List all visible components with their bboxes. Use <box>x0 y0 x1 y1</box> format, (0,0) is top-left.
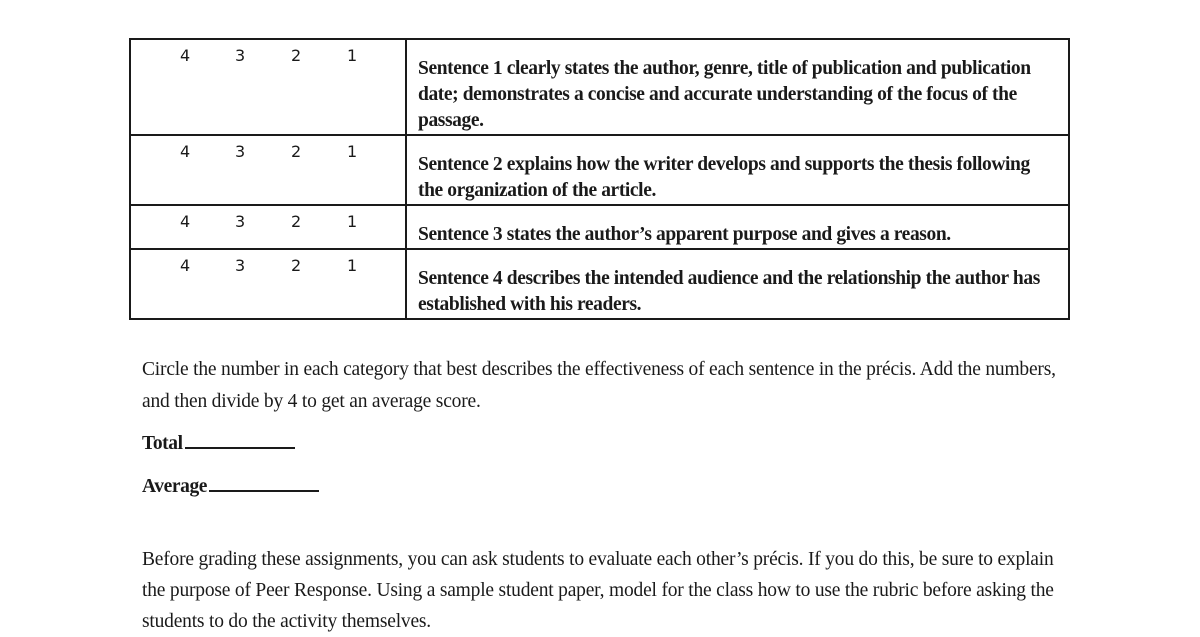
average-label: Average <box>142 476 208 497</box>
score-4: 4 <box>180 212 191 231</box>
score-2: 2 <box>291 212 302 231</box>
score-3: 3 <box>235 212 246 231</box>
score-3: 3 <box>235 256 246 275</box>
instructions-paragraph: Circle the number in each category that best describes the effectiveness of each sentence in the précis. Add the numbers, and then divide by 4 to get an average score. <box>142 359 1056 412</box>
score-1: 1 <box>347 46 358 65</box>
score-4: 4 <box>180 256 191 275</box>
rubric-row-sentence-3 <box>130 205 1069 249</box>
score-1: 1 <box>347 212 358 231</box>
score-options <box>130 205 406 249</box>
score-1: 1 <box>347 142 358 161</box>
average-line <box>142 473 319 500</box>
rubric-row-sentence-2 <box>130 135 1069 205</box>
score-3: 3 <box>235 142 246 161</box>
criterion-text: Sentence 2 explains how the writer develops and supports the thesis following the organization of the article. <box>406 135 1069 205</box>
rubric-table <box>129 38 1070 320</box>
total-blank <box>185 430 295 449</box>
score-options <box>130 249 406 319</box>
criterion-text: Sentence 3 states the author’s apparent purpose and gives a reason. <box>406 205 1069 249</box>
total-line <box>142 430 295 457</box>
score-4: 4 <box>180 46 191 65</box>
score-2: 2 <box>291 46 302 65</box>
score-4: 4 <box>180 142 191 161</box>
score-options <box>130 39 406 135</box>
score-2: 2 <box>291 256 302 275</box>
score-1: 1 <box>347 256 358 275</box>
score-options <box>130 135 406 205</box>
rubric-row-sentence-1 <box>130 39 1069 135</box>
criterion-text: Sentence 4 describes the intended audience and the relationship the author has established with his readers. <box>406 249 1069 319</box>
average-blank <box>209 473 319 492</box>
peer-response-paragraph: Before grading these assignments, you can ask students to evaluate each other’s précis. If you do this, be sure to explain the purpose of Peer Response. Using a sample student paper, model for the class how to use the rubric before asking the students to do the activity themselves. <box>142 549 1054 632</box>
score-3: 3 <box>235 46 246 65</box>
rubric-row-sentence-4 <box>130 249 1069 319</box>
score-2: 2 <box>291 142 302 161</box>
total-label: Total <box>142 433 183 454</box>
criterion-text: Sentence 1 clearly states the author, genre, title of publication and publication date; demonstrates a concise and accurate understanding of the focus of the passage. <box>406 39 1069 135</box>
